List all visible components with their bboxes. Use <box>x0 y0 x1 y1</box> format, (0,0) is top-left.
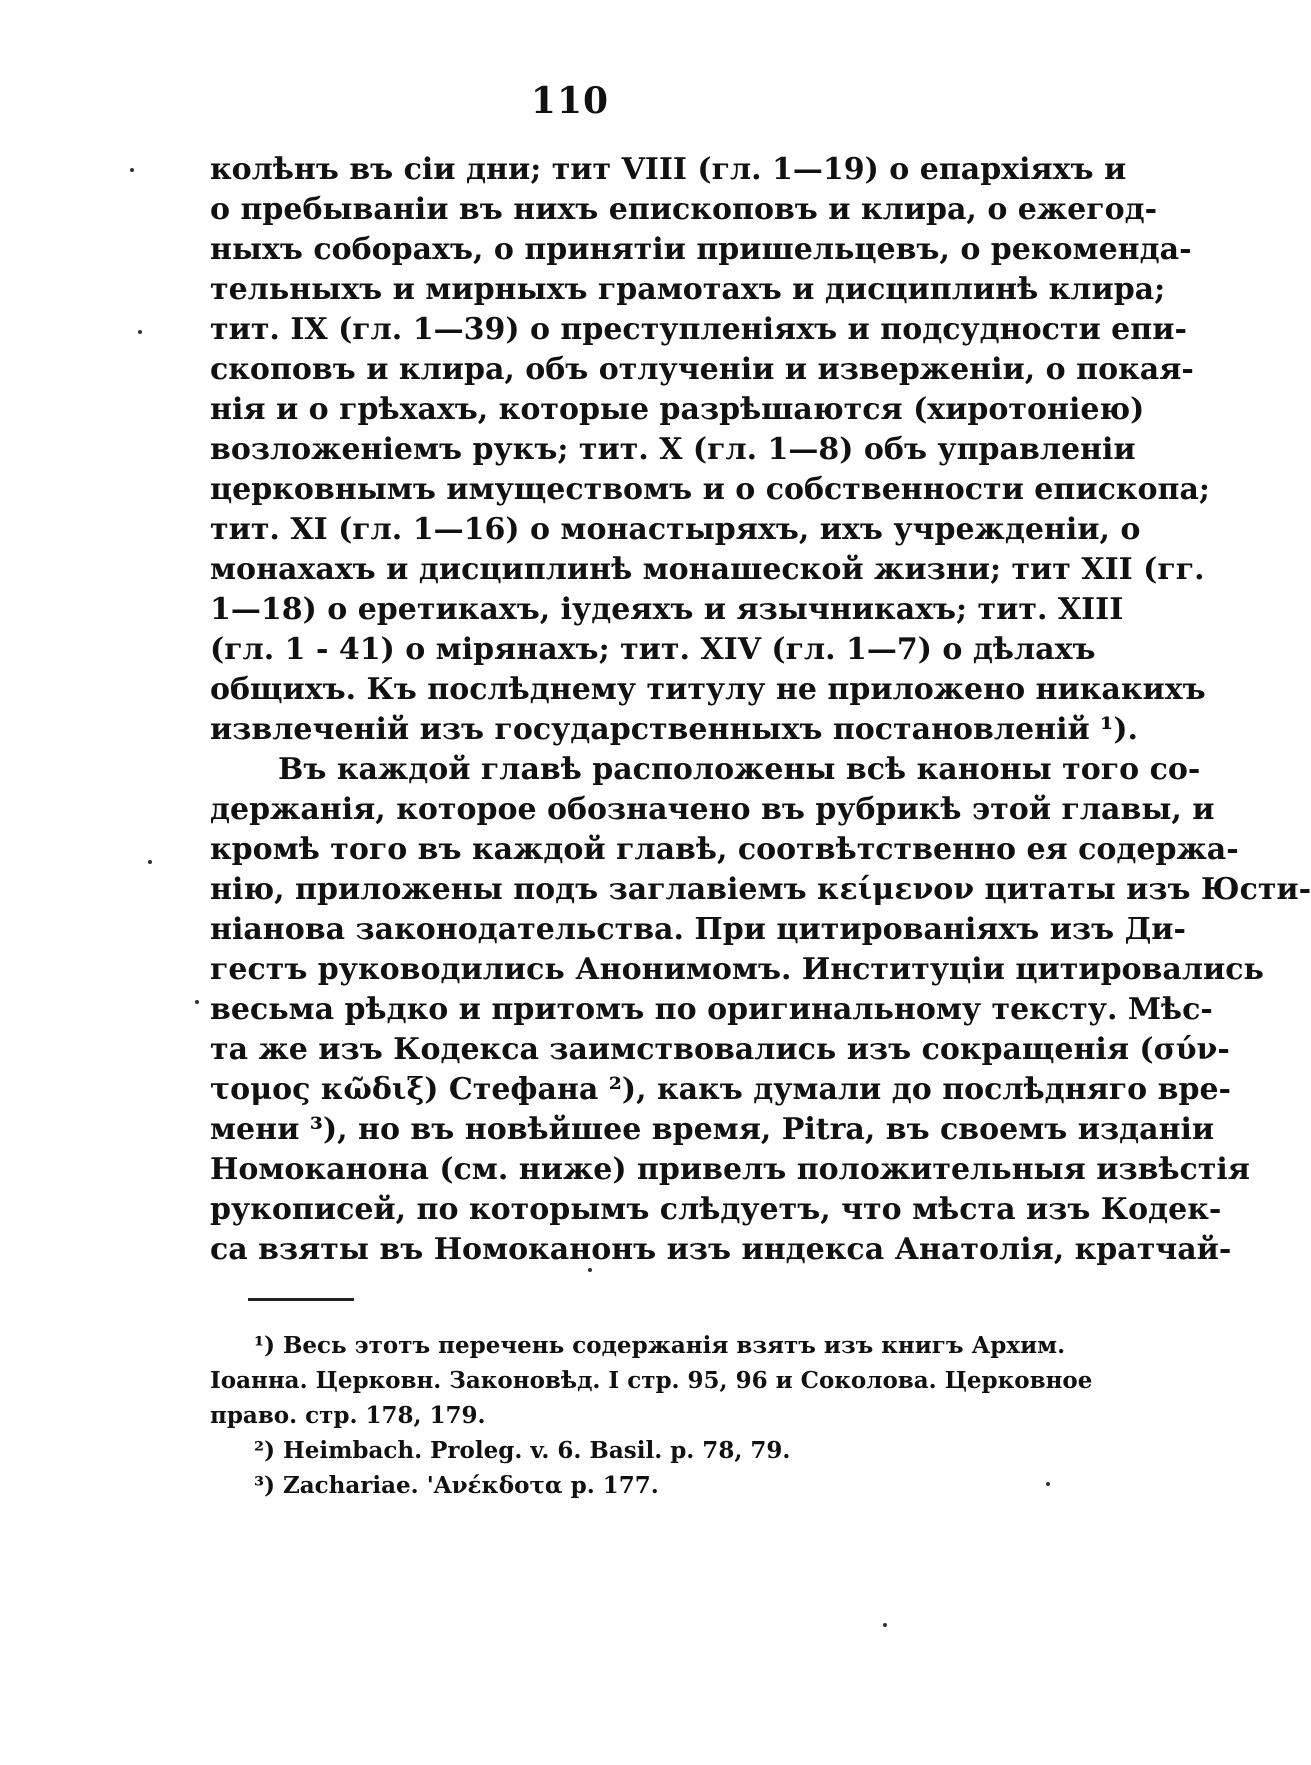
paragraph-start-line: Въ каждой главѣ расположены всѣ каноны того со- <box>278 752 1201 787</box>
scan-speck <box>588 1268 592 1272</box>
footnote-divider <box>248 1298 354 1301</box>
text-line: тит. IX (гл. 1—39) о преступленіяхъ и подсудности епи- <box>210 312 1187 347</box>
text-line: ніанова законодательства. При цитированіяхъ изъ Ди- <box>210 912 1186 947</box>
text-line: скоповъ и клира, объ отлученіи и изверженіи, о покая- <box>210 352 1194 387</box>
page-number: 110 <box>530 80 610 122</box>
footnote-line: ¹) Весь этотъ перечень содержанія взятъ изъ книгъ Архим. <box>254 1332 1066 1359</box>
text-line: общихъ. Къ послѣднему титулу не приложено никакихъ <box>210 672 1206 707</box>
text-line: Номоканона (см. ниже) привелъ положительныя извѣстія <box>210 1152 1250 1187</box>
text-line: колѣнъ въ сіи дни; тит VIII (гл. 1—19) о епархіяхъ и <box>210 152 1127 187</box>
scan-speck <box>148 860 152 864</box>
text-line: весьма рѣдко и притомъ по оригинальному тексту. Мѣс- <box>210 992 1213 1027</box>
footnotes-block <box>210 1328 1093 1503</box>
text-line: нію, приложены подъ заглавіемъ κείμενον цитаты изъ Юсти- <box>210 872 1311 907</box>
footnote-line: ³) Zachariae. 'Ανέκδοτα p. 177. <box>254 1472 659 1499</box>
text-line: извлеченій изъ государственныхъ постановленій ¹). <box>210 712 1138 747</box>
text-line: та же изъ Кодекса заимствовались изъ сокращенія (σύν- <box>210 1032 1230 1067</box>
scan-speck <box>883 1623 887 1627</box>
text-line: са взяты въ Номоканонъ изъ индекса Анатолія, кратчай- <box>210 1232 1232 1267</box>
text-line: (гл. 1 - 41) о мірянахъ; тит. XIV (гл. 1—7) о дѣлахъ <box>210 632 1096 667</box>
text-line: ныхъ соборахъ, о принятіи пришельцевъ, о рекоменда- <box>210 232 1192 267</box>
text-line: рукописей, по которымъ слѣдуетъ, что мѣста изъ Кодек- <box>210 1192 1222 1227</box>
text-line: монахахъ и дисциплинѣ монашеской жизни; тит XII (гг. <box>210 552 1205 587</box>
text-line: τομος κῶδιξ) Стефана ²), какъ думали до послѣдняго вре- <box>210 1072 1231 1107</box>
text-line: гестъ руководились Анонимомъ. Институціи цитировались <box>210 952 1264 987</box>
footnote-line: Іоанна. Церковн. Законовѣд. I стр. 95, 96 и Соколова. Церковное <box>210 1367 1093 1394</box>
scan-speck <box>1046 1482 1050 1486</box>
text-line: нія и о грѣхахъ, которые разрѣшаются (хиротоніею) <box>210 392 1145 427</box>
text-line: тельныхъ и мирныхъ грамотахъ и дисциплинѣ клира; <box>210 272 1166 307</box>
footnote-line: право. стр. 178, 179. <box>210 1402 486 1429</box>
text-line: кромѣ того въ каждой главѣ, соотвѣтственно ея содержа- <box>210 832 1239 867</box>
footnote-line: ²) Heimbach. Proleg. v. 6. Basil. p. 78, 79. <box>254 1437 791 1464</box>
text-line: церковнымъ имуществомъ и о собственности епископа; <box>210 472 1210 507</box>
text-line: возложеніемъ рукъ; тит. X (гл. 1—8) объ управленіи <box>210 432 1136 467</box>
scan-speck <box>130 168 134 172</box>
text-line: 1—18) о еретикахъ, іудеяхъ и язычникахъ; тит. XIII <box>210 592 1124 627</box>
text-line: держанія, которое обозначено въ рубрикѣ этой главы, и <box>210 792 1215 827</box>
scan-speck <box>195 1000 199 1004</box>
main-text-block <box>210 150 1311 1270</box>
text-line: о пребываніи въ нихъ епископовъ и клира, о ежегод- <box>210 192 1158 227</box>
text-line: тит. XI (гл. 1—16) о монастыряхъ, ихъ учрежденіи, о <box>210 512 1141 547</box>
scan-speck <box>138 330 142 334</box>
text-line: мени ³), но въ новѣйшее время, Pitra, въ своемъ изданіи <box>210 1112 1215 1147</box>
